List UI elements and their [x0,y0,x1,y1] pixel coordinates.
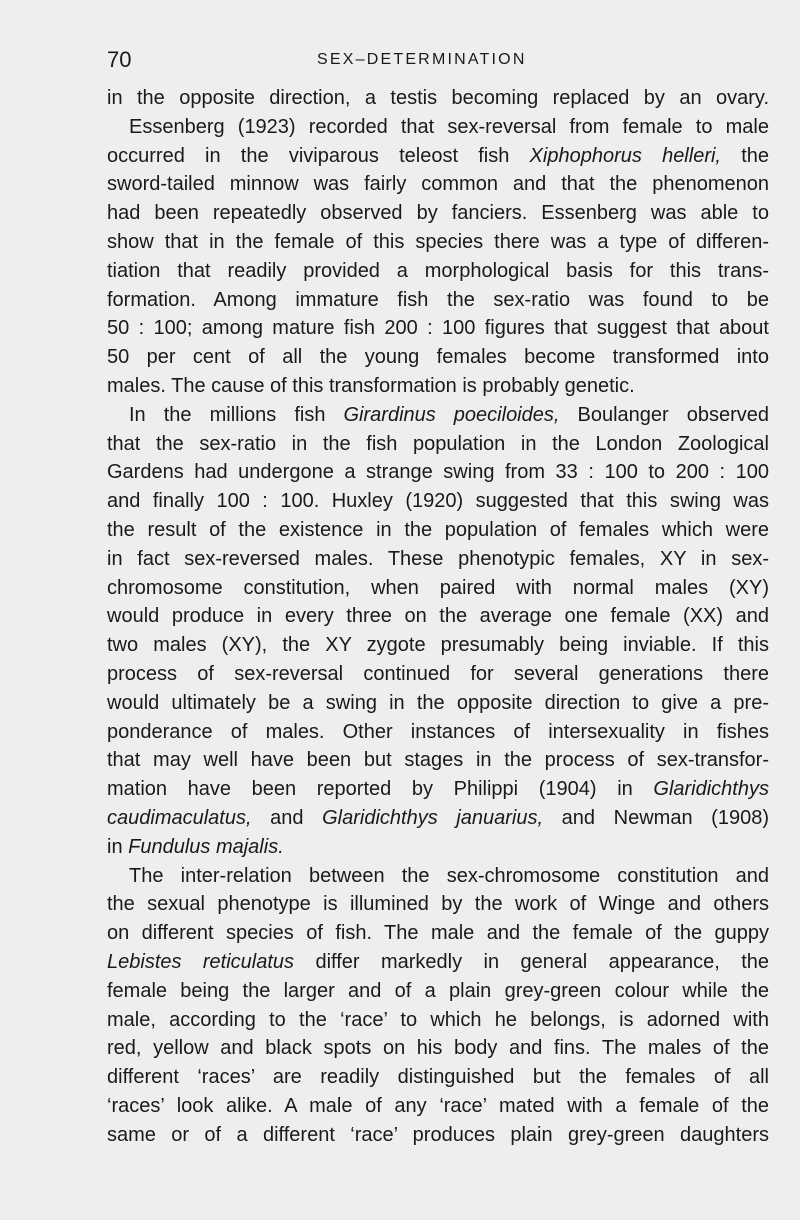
text-span: different ‘races’ are readily distinguished but the females of all [107,1066,769,1089]
text-line [107,84,769,113]
text-span: had been repeatedly observed by fanciers. Essenberg was able to [107,202,769,225]
text-line [107,113,769,142]
text-span: in the opposite direction, a testis becoming replaced by an ovary. [107,87,769,109]
text-span: that may well have been but stages in the process of sex-transfor- [107,749,769,772]
text-span: ponderance of males. Other instances of intersexuality in fishes [107,720,769,743]
text-line [107,919,769,948]
text-line [107,1006,769,1035]
text-span: chromosome constitution, when paired with normal males (XY) [107,576,769,599]
text-line [107,775,769,804]
page-number: 70 [107,47,132,72]
species-name: caudimaculatus, [107,806,252,829]
text-line [107,170,769,199]
text-span: Boulanger observed [559,403,769,426]
text-line [107,602,769,631]
text-span: Gardens had undergone a strange swing from 33 : 100 to 200 : 100 [107,461,769,484]
text-span: 50 per cent of all the young females become transformed into [107,346,769,369]
species-name: Glaridichthys januarius, [322,806,544,829]
species-name: Glaridichthys [653,778,769,801]
text-line [107,487,769,516]
text-line [107,516,769,545]
text-line [107,1121,769,1150]
text-span: would produce in every three on the average one female (XX) and [107,605,769,628]
text-span: formation. Among immature fish the sex-ratio was found to be [107,288,769,311]
text-span: on different species of fish. The male and the female of the guppy [107,922,769,945]
text-line [107,689,769,718]
text-line [107,199,769,228]
text-span: the result of the existence in the population of females which were [107,518,769,541]
text-line [107,948,769,977]
text-line [107,343,769,372]
text-line [107,660,769,689]
running-head: SEX–DETERMINATION [317,51,527,68]
text-span: and finally 100 : 100. Huxley (1920) suggested that this swing was [107,490,769,513]
text-span: two males (XY), the XY zygote presumably being inviable. If this [107,634,769,657]
text-line [107,458,769,487]
species-name: Girardinus poeciloides, [343,403,560,426]
text-span: would ultimately be a swing in the opposite direction to give a pre- [107,691,769,714]
text-span: sword-tailed minnow was fairly common and that the phenomenon [107,173,769,196]
text-span: 50 : 100; among mature fish 200 : 100 figures that suggest that about [107,317,769,340]
text-span: in [107,835,129,858]
text-span: that the sex-ratio in the fish population in the London Zoological [107,432,769,455]
text-span: male, according to the ‘race’ to which he belongs, is adorned with [107,1008,769,1031]
page-header [107,42,777,82]
text-span: process of sex-reversal continued for several generations there [107,662,769,685]
text-line [107,574,769,603]
text-span: males. The cause of this transformation is probably genetic. [107,374,635,397]
text-line [107,372,769,401]
text-line [107,718,769,747]
text-line [107,1063,769,1092]
text-span: the [720,144,769,167]
text-span: the sexual phenotype is illumined by the work of Winge and others [107,893,769,916]
text-span: tiation that readily provided a morphological basis for this trans- [107,259,769,282]
text-line [107,314,769,343]
text-line [107,142,769,171]
text-line [107,545,769,574]
text-line [107,804,769,833]
text-line [107,631,769,660]
text-span: same or of a different ‘race’ produces plain grey-green daughters [107,1123,769,1146]
text-span: red, yellow and black spots on his body and fins. The males of the [107,1037,769,1060]
text-span: differ markedly in general appearance, the [294,950,770,973]
text-line [107,430,769,459]
text-span: show that in the female of this species there was a type of differen- [107,230,769,253]
text-span: female being the larger and of a plain grey-green colour while the [107,979,769,1002]
text-span: ‘races’ look alike. A male of any ‘race’ mated with a female of the [107,1094,769,1117]
text-line [107,1034,769,1063]
text-span: and Newman (1908) [543,806,769,829]
species-name: Fundulus majalis. [128,835,284,858]
text-span: mation have been reported by Philippi (1904) in [107,778,654,801]
text-line [107,228,769,257]
text-span: The inter-relation between the sex-chromosome constitution and [129,864,769,887]
text-line [107,833,769,862]
text-span: in fact sex-reversed males. These phenotypic females, XY in sex- [107,547,769,570]
text-line [107,1092,769,1121]
text-span: In the millions fish [129,403,344,426]
text-span: Essenberg (1923) recorded that sex-reversal from female to male [129,115,769,138]
species-name: Lebistes reticulatus [107,950,295,973]
text-line [107,401,769,430]
text-line [107,862,769,891]
species-name: Xiphophorus helleri, [529,144,721,167]
text-line [107,977,769,1006]
body-text [107,84,769,1149]
text-line [107,890,769,919]
text-span: occurred in the viviparous teleost fish [107,144,530,167]
text-line [107,257,769,286]
text-line [107,746,769,775]
text-span: and [251,806,323,829]
text-line [107,286,769,315]
